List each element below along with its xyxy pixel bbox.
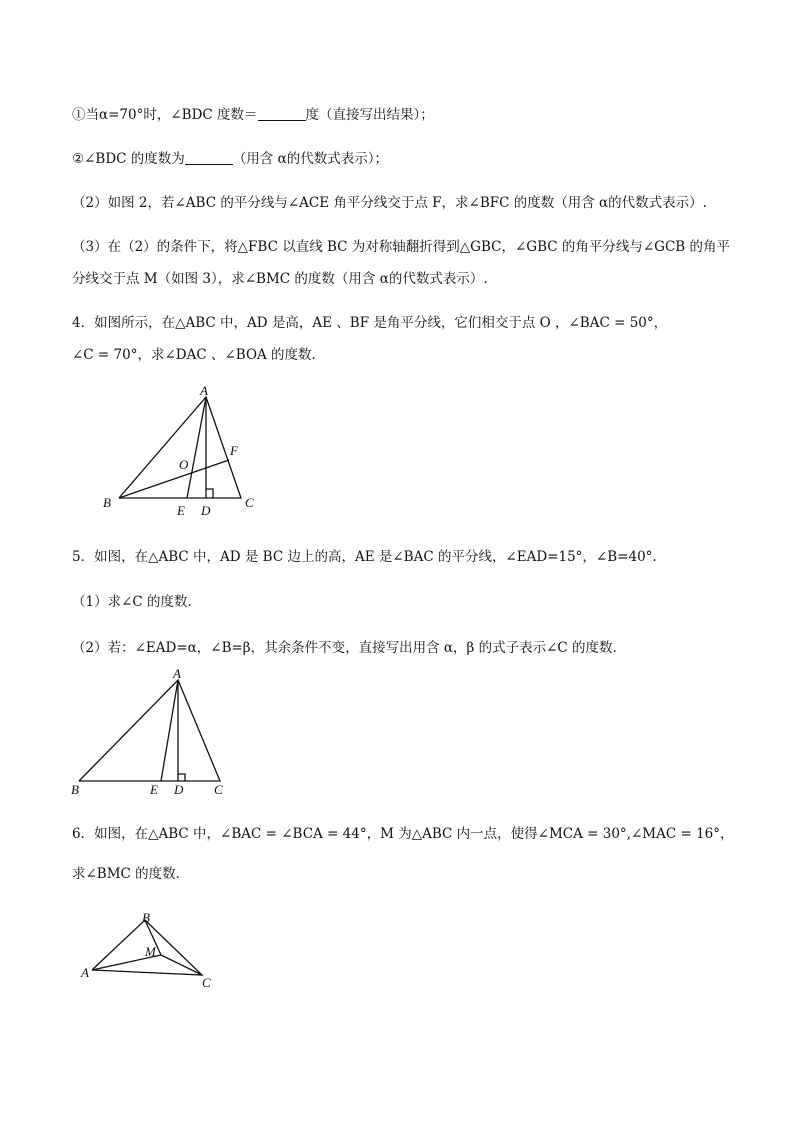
question-3-part2-line: [72, 147, 388, 167]
label-C: C: [214, 782, 223, 797]
label-C: C: [202, 975, 211, 990]
label-A: A: [200, 385, 208, 398]
answer-blank-2: [185, 150, 233, 165]
label-D: D: [201, 503, 211, 518]
part2-text: ②∠BDC 的度数为: [72, 151, 185, 167]
label-F: F: [230, 443, 238, 458]
label-B: B: [71, 782, 79, 797]
label-A: A: [81, 965, 89, 980]
triangle-abc-fig4: [119, 397, 241, 498]
question-3-subpart-3-line1: （3）在（2）的条件下，将△FBC 以直线 BC 为对称轴翻折得到△GBC，∠GBC 的角平分线与∠GCB 的角平: [72, 239, 730, 255]
part1-suffix: 度（直接写出结果）；: [305, 107, 434, 123]
figure-6: [75, 905, 225, 995]
question-4-line2: ∠C = 70°，求∠DAC 、∠BOA 的度数.: [72, 347, 316, 363]
figure-4: [95, 385, 270, 520]
label-E: E: [177, 503, 185, 518]
label-D: D: [174, 782, 184, 797]
label-O: O: [179, 457, 189, 472]
label-C: C: [245, 495, 254, 510]
triangle-abc-fig5: [79, 680, 220, 781]
question-3-subpart-3-line2: 分线交于点 M（如图 3），求∠BMC 的度数（用含 α的代数式表示）.: [72, 271, 488, 287]
question-6-line2: 求∠BMC 的度数.: [72, 866, 180, 882]
label-M: M: [145, 944, 156, 959]
segment-cm: [161, 955, 202, 975]
label-B: B: [142, 910, 150, 925]
label-A: A: [173, 668, 181, 681]
figure-5: [65, 668, 240, 800]
question-5-part2: （2）若：∠EAD=α，∠B=β，其余条件不变，直接写出用含 α，β 的式子表示∠C 的度数.: [72, 640, 617, 656]
right-angle-mark: [206, 489, 213, 498]
answer-blank-1: [258, 106, 306, 121]
part1-text: ①当α=70°时，∠BDC 度数＝: [72, 107, 258, 123]
label-B: B: [103, 495, 111, 510]
bisector-ae: [187, 397, 206, 498]
question-3-subpart-2: （2）如图 2，若∠ABC 的平分线与∠ACE 角平分线交于点 F，求∠BFC 的度数（用含 α的代数式表示）.: [72, 195, 707, 211]
question-5-part1: （1）求∠C 的度数.: [72, 594, 192, 610]
question-4-line1: 4．如图所示，在△ABC 中，AD 是高，AE 、BF 是角平分线，它们相交于点 O ，∠BAC = 50°，: [72, 315, 668, 331]
label-E: E: [150, 782, 158, 797]
right-angle-mark: [178, 774, 185, 781]
part2-suffix: （用含 α的代数式表示）；: [232, 151, 388, 167]
question-5-line1: 5．如图，在△ABC 中，AD 是 BC 边上的高，AE 是∠BAC 的平分线，∠EAD=15°，∠B=40°.: [72, 549, 657, 565]
question-3-part1-line: [72, 103, 434, 123]
question-6-line1: 6．如图，在△ABC 中，∠BAC = ∠BCA = 44°，M 为△ABC 内一点，使得∠MCA = 30°,∠MAC = 16°，: [72, 826, 734, 842]
